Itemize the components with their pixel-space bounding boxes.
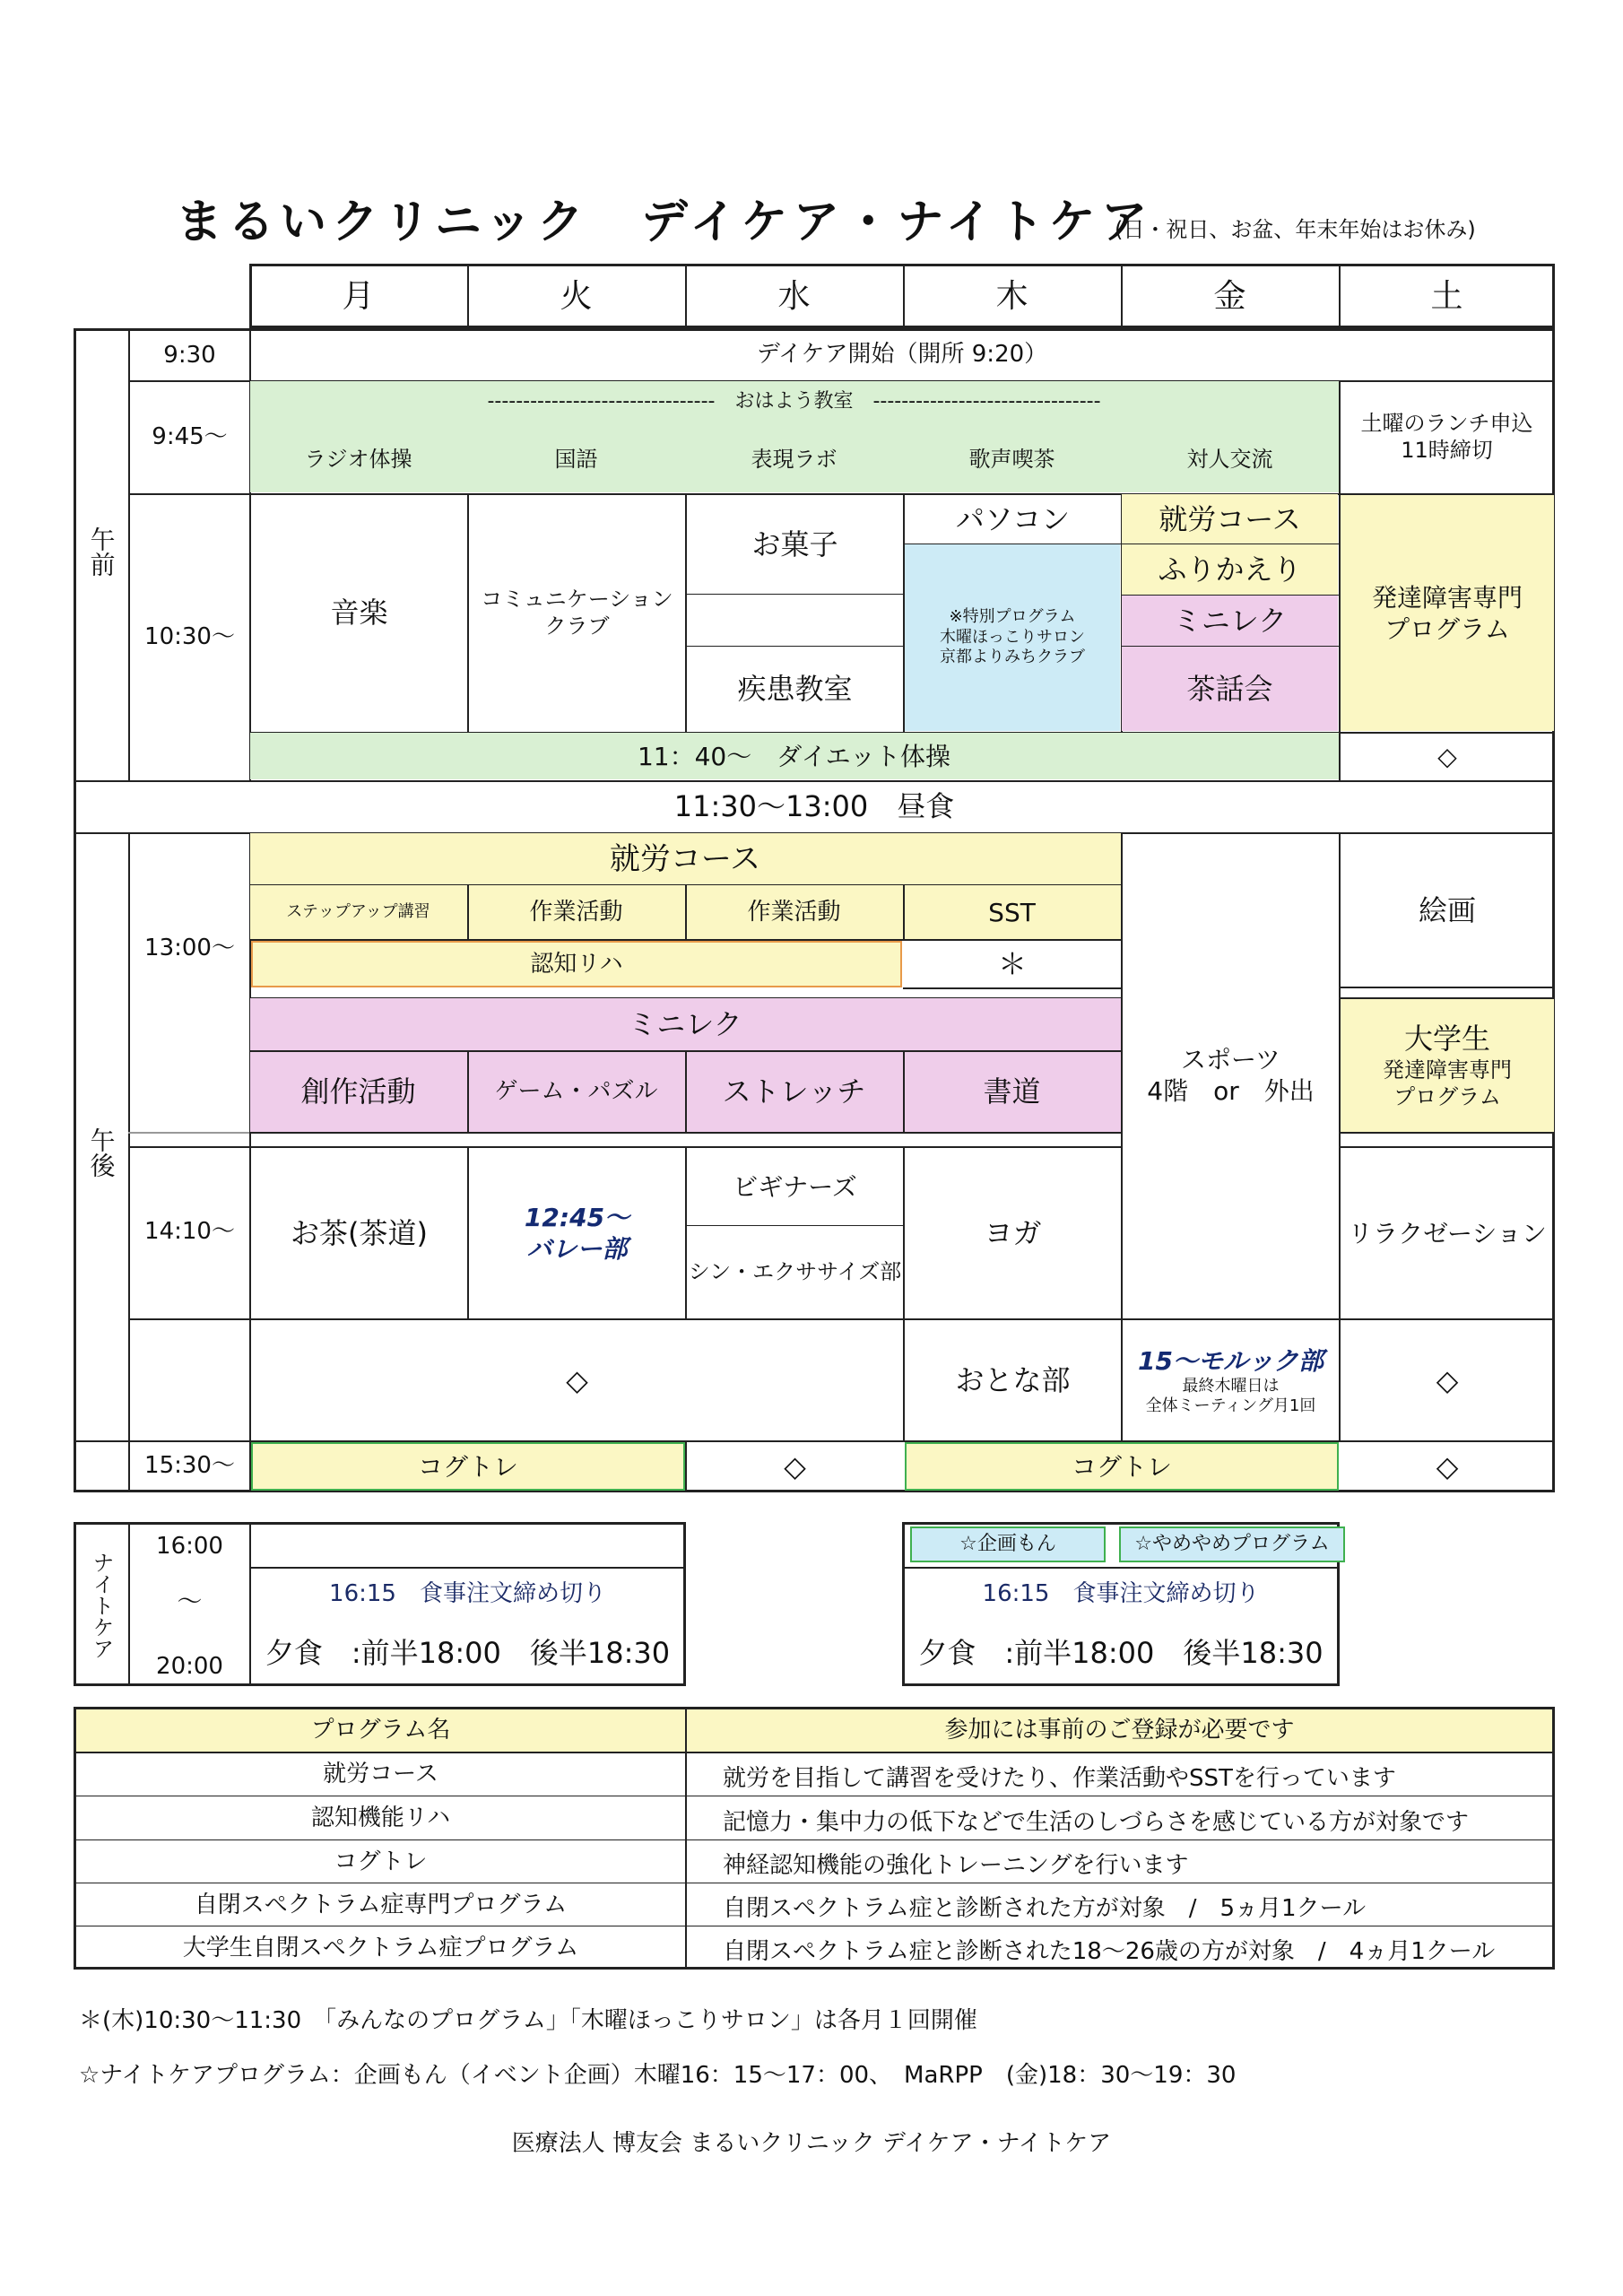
program-row-desc: 就労を目指して講習を受けたり、作業活動やSSTを行っています [723,1765,1396,1792]
pm-tue-volleyball: 12:45〜 バレー部 [524,1203,630,1264]
note-nightcare: ☆ナイトケアプログラム：企画もん（イベント企画）木曜16：15〜17：00、 MaRPP (金)18：30〜19：30 [79,2062,1237,2089]
period-pm: 午後 [86,1127,117,1178]
morning-fri: 対人交流 [1186,447,1273,472]
pm-mini-stretch: ストレッチ [722,1074,866,1109]
daycare-open: デイケア開始（開所 9:20） [756,340,1048,368]
program-header-name: プログラム名 [310,1717,451,1744]
time-930: 9:30 [163,341,216,369]
period-night: ナイトケア [89,1552,114,1659]
lunch-row: 11:30〜13:00 昼食 [673,789,955,823]
program-row-name: コグトレ [334,1848,428,1875]
pm-sat-diamond2: ◇ [1436,1449,1459,1483]
morning-mon: ラジオ体操 [304,447,412,472]
program-header-note: 参加には事前のご登録が必要です [944,1717,1295,1744]
pm-ninchi-rehab: 認知リハ [530,950,623,978]
time-1600: 16:00 [156,1532,223,1560]
pm-sat-relaxation: リラクゼーション [1348,1218,1547,1248]
pm-fri-molkky [1123,1320,1339,1440]
pm-mini-creative: 創作活動 [300,1074,416,1109]
program-row-desc: 自閉スペクトラム症と診断された18〜26歳の方が対象 / 4ヵ月1クール [723,1938,1496,1965]
am-wed-disease-class: 疾患教室 [737,672,853,706]
pm-sat-univ [1341,999,1554,1132]
pm-cogtre-1: コグトレ [417,1451,518,1482]
am-sat-diamond: ◇ [1437,741,1457,771]
pm-sat-diamond: ◇ [1436,1363,1459,1397]
pm-work-sst: SST [988,897,1036,927]
am-thu-pc: パソコン [955,502,1071,536]
sat-lunch-order: 土曜のランチ申込 11時締切 [1360,411,1533,463]
night-dinner-right: 夕食 :前半18:00 後半18:30 [918,1636,1324,1670]
am-tue-communication: コミュニケーション クラブ [481,587,673,639]
page-title: まるいクリニック デイケア・ナイトケア [176,196,1153,249]
pm-minireku: ミニレク [628,1007,742,1041]
am-fri-sawakai: 茶話会 [1186,672,1273,706]
pm-thu-otona: おとな部 [955,1363,1071,1397]
pm-work-task1: 作業活動 [529,898,623,926]
pm-fri-molkky-title: 15〜モルック部 [1138,1345,1324,1376]
night-dinner-left: 夕食 :前半18:00 後半18:30 [265,1636,671,1670]
time-2000: 20:00 [156,1652,223,1680]
diet-exercise: 11：40〜 ダイエット体操 [637,741,951,771]
am-fri-work-course: 就労コース [1159,502,1301,536]
program-row-name: 自閉スペクトラム症専門プログラム [194,1891,568,1918]
program-row-name: 認知機能リハ [310,1805,451,1832]
pm-work-stepup: ステップアップ講習 [286,901,430,921]
pm-sat-painting: 絵画 [1418,893,1476,927]
pm-mini-game-puzzle: ゲーム・パズル [494,1077,658,1105]
am-mon-music: 音楽 [330,596,388,630]
program-row-name: 就労コース [323,1761,438,1788]
am-thu-special: ※特別プログラム 木曜ほっこりサロン 京都よりみちクラブ [940,607,1085,667]
tag-kikaku-label: ☆企画もん [959,1533,1056,1556]
program-row-name: 大学生自閉スペクトラム症プログラム [182,1934,579,1961]
tag-yameyame-label: ☆やめやめプログラム [1134,1533,1330,1556]
pm-sat-univ-title: 大学生 [1403,1022,1490,1056]
am-wed-okashi: お菓子 [751,527,838,561]
pm-fri-molkky-note: 最終木曜日は 全体ミーティング月1回 [1145,1376,1316,1415]
pm-mon-wed-diamond: ◇ [566,1363,588,1397]
morning-class-title: -------------------------------- おはよう教室 -------------------------------- [487,390,1101,413]
day-fri: 金 [1213,277,1246,315]
morning-thu: 歌声喫茶 [968,447,1055,472]
day-tue: 火 [560,277,593,315]
morning-wed: 表現ラボ [751,447,838,472]
pm-mini-calligraphy: 書道 [983,1074,1041,1109]
time-1410: 14:10〜 [144,1217,235,1245]
day-thu: 木 [995,277,1028,315]
time-945: 9:45〜 [152,422,228,450]
pm-mon-tea: お茶(茶道) [291,1216,428,1250]
footer-clinic: 医療法人 博友会 まるいクリニック デイケア・ナイトケア [511,2129,1112,2157]
pm-sat-univ-body: 発達障害専門 プログラム [1383,1057,1512,1109]
pm-wed-exercise: シン・エクササイズ部 [688,1259,902,1284]
pm-thu-asterisk: ＊ [997,947,1027,981]
day-mon: 月 [342,277,375,315]
night-order-deadline-right: 16:15 食事注文締め切り [982,1579,1260,1607]
am-sat-program: 発達障害専門 プログラム [1371,582,1523,644]
day-sat: 土 [1430,277,1463,315]
am-fri-review: ふりかえり [1158,552,1302,587]
morning-tue: 国語 [554,447,598,472]
day-wed: 水 [777,277,811,315]
note-asterisk: ＊(木)10:30〜11:30 「みんなのプログラム」「木曜ほっこりサロン」は各月１回開催 [79,2007,977,2034]
time-1530: 15:30〜 [144,1451,235,1479]
am-fri-minireku: ミニレク [1172,604,1288,638]
period-am: 午前 [86,526,117,577]
program-row-desc: 神経認知機能の強化トレーニングを行います [723,1852,1189,1879]
pm-fri-sports: スポーツ 4階 or 外出 [1147,1045,1315,1106]
pm-wed-beginners: ビギナーズ [733,1171,857,1202]
pm-work-course: 就労コース [609,840,761,877]
pm-wed-diamond: ◇ [784,1449,806,1483]
time-1030: 10:30〜 [144,622,235,650]
time-1300: 13:00〜 [144,934,235,961]
pm-thu-yoga: ヨガ [984,1216,1042,1250]
program-row-desc: 記憶力・集中力の低下などで生活のしづらさを感じている方が対象です [723,1809,1470,1836]
time-tilde: 〜 [177,1586,203,1616]
pm-cogtre-2: コグトレ [1071,1451,1172,1482]
page-subtitle: (日・祝日、お盆、年末年始はお休み) [1115,217,1476,242]
program-row-desc: 自閉スペクトラム症と診断された方が対象 / 5ヵ月1クール [723,1895,1367,1922]
night-order-deadline-left: 16:15 食事注文締め切り [329,1579,606,1607]
pm-work-task2: 作業活動 [747,898,841,926]
